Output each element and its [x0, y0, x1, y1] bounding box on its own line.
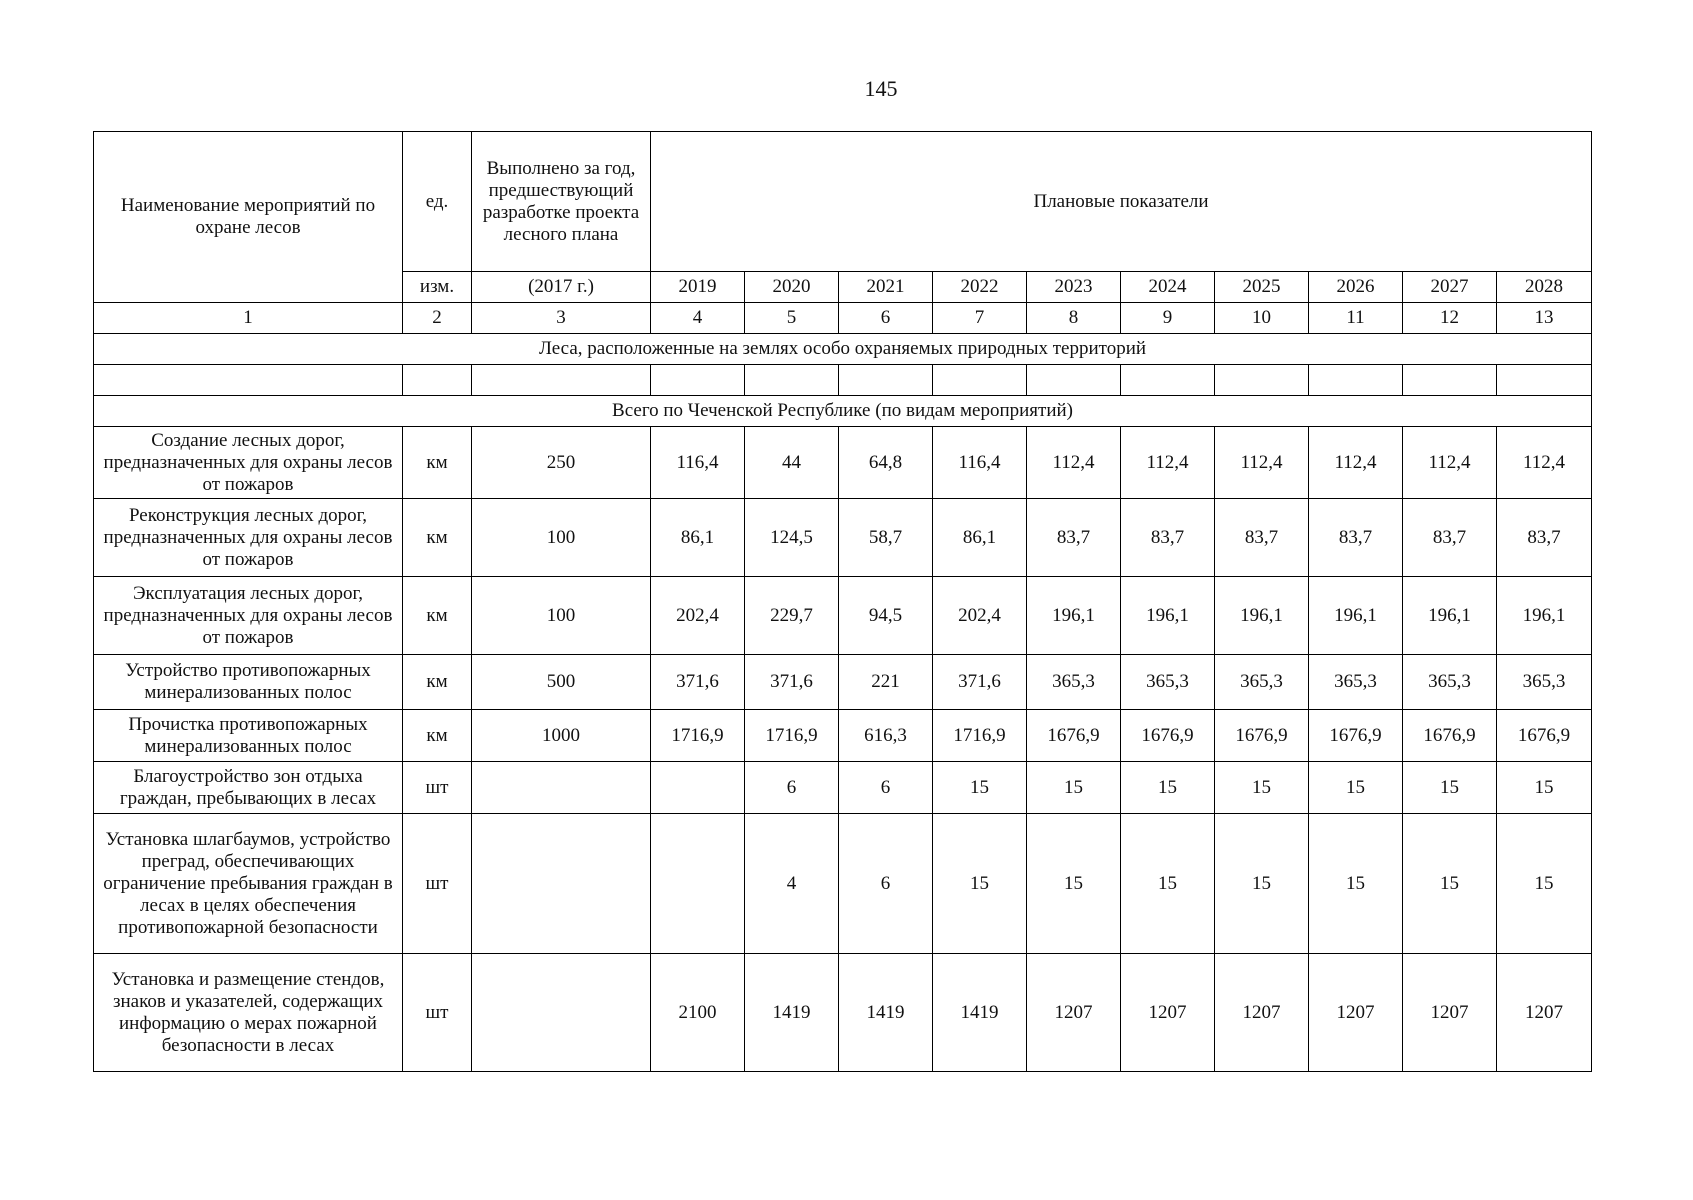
- empty-cell: [1403, 365, 1497, 396]
- value-cell: 124,5: [745, 499, 839, 577]
- value-cell: 44: [745, 427, 839, 499]
- done-cell: 1000: [472, 710, 651, 762]
- value-cell: 15: [1215, 762, 1309, 814]
- activity-name: Установка шлагбаумов, устройство преград, обеспечивающих ограничение пребывания граждан в лесах в целях обеспечения противопожарной безопасности: [94, 814, 403, 954]
- year-cell: 2020: [745, 272, 839, 303]
- value-cell: 1419: [745, 954, 839, 1072]
- header-done-bottom: (2017 г.): [472, 272, 651, 303]
- value-cell: 365,3: [1121, 655, 1215, 710]
- column-number: 4: [651, 303, 745, 334]
- value-cell: 112,4: [1027, 427, 1121, 499]
- value-cell: 1207: [1027, 954, 1121, 1072]
- value-cell: 1207: [1121, 954, 1215, 1072]
- value-cell: 15: [1121, 762, 1215, 814]
- section-protected-territories: Леса, расположенные на землях особо охраняемых природных территорий: [94, 334, 1592, 365]
- page-number: 145: [864, 76, 898, 101]
- table-row: [94, 655, 1592, 710]
- value-cell: 112,4: [1403, 427, 1497, 499]
- value-cell: 371,6: [745, 655, 839, 710]
- value-cell: 116,4: [933, 427, 1027, 499]
- column-number: 3: [472, 303, 651, 334]
- value-cell: 365,3: [1215, 655, 1309, 710]
- value-cell: 196,1: [1497, 577, 1592, 655]
- done-cell: 100: [472, 499, 651, 577]
- header-unit-bottom: изм.: [403, 272, 472, 303]
- value-cell: 112,4: [1215, 427, 1309, 499]
- value-cell: 365,3: [1403, 655, 1497, 710]
- value-cell: 15: [1215, 814, 1309, 954]
- value-cell: 15: [1403, 814, 1497, 954]
- value-cell: 221: [839, 655, 933, 710]
- value-cell: 58,7: [839, 499, 933, 577]
- value-cell: [651, 814, 745, 954]
- empty-cell: [651, 365, 745, 396]
- column-number: 13: [1497, 303, 1592, 334]
- value-cell: 86,1: [651, 499, 745, 577]
- unit-cell: шт: [403, 814, 472, 954]
- column-number: 12: [1403, 303, 1497, 334]
- empty-cell: [1497, 365, 1592, 396]
- done-cell: 500: [472, 655, 651, 710]
- value-cell: 1676,9: [1403, 710, 1497, 762]
- done-cell: 250: [472, 427, 651, 499]
- value-cell: 1207: [1309, 954, 1403, 1072]
- year-cell: 2019: [651, 272, 745, 303]
- value-cell: 15: [1403, 762, 1497, 814]
- done-cell: [472, 814, 651, 954]
- header-plan: Плановые показатели: [651, 132, 1592, 272]
- year-cell: 2028: [1497, 272, 1592, 303]
- value-cell: 365,3: [1309, 655, 1403, 710]
- forest-protection-table: [93, 131, 1592, 1072]
- empty-cell: [1027, 365, 1121, 396]
- value-cell: 15: [1497, 762, 1592, 814]
- column-number: 2: [403, 303, 472, 334]
- unit-cell: шт: [403, 954, 472, 1072]
- value-cell: 15: [1497, 814, 1592, 954]
- done-cell: [472, 954, 651, 1072]
- value-cell: 196,1: [1215, 577, 1309, 655]
- table-row: [94, 577, 1592, 655]
- value-cell: 1676,9: [1497, 710, 1592, 762]
- table-row: [94, 710, 1592, 762]
- value-cell: 83,7: [1309, 499, 1403, 577]
- value-cell: 2100: [651, 954, 745, 1072]
- value-cell: 202,4: [933, 577, 1027, 655]
- value-cell: 1419: [933, 954, 1027, 1072]
- empty-row: [94, 365, 1592, 396]
- table-row: [94, 499, 1592, 577]
- empty-cell: [403, 365, 472, 396]
- empty-cell: [94, 365, 403, 396]
- empty-cell: [745, 365, 839, 396]
- value-cell: 1716,9: [933, 710, 1027, 762]
- value-cell: 371,6: [651, 655, 745, 710]
- done-cell: [472, 762, 651, 814]
- year-cell: 2024: [1121, 272, 1215, 303]
- table-row: [94, 427, 1592, 499]
- value-cell: 83,7: [1027, 499, 1121, 577]
- value-cell: 112,4: [1121, 427, 1215, 499]
- unit-cell: км: [403, 499, 472, 577]
- activity-name: Создание лесных дорог, предназначенных для охраны лесов от пожаров: [94, 427, 403, 499]
- column-number: 6: [839, 303, 933, 334]
- value-cell: 1419: [839, 954, 933, 1072]
- value-cell: 4: [745, 814, 839, 954]
- value-cell: 6: [745, 762, 839, 814]
- value-cell: 15: [933, 762, 1027, 814]
- year-cell: 2026: [1309, 272, 1403, 303]
- header-name: Наименование мероприятий по охране лесов: [94, 132, 403, 303]
- value-cell: 83,7: [1497, 499, 1592, 577]
- empty-cell: [1215, 365, 1309, 396]
- done-cell: 100: [472, 577, 651, 655]
- value-cell: 83,7: [1403, 499, 1497, 577]
- empty-cell: [1121, 365, 1215, 396]
- value-cell: 196,1: [1121, 577, 1215, 655]
- unit-cell: км: [403, 577, 472, 655]
- unit-cell: шт: [403, 762, 472, 814]
- column-number: 10: [1215, 303, 1309, 334]
- value-cell: 116,4: [651, 427, 745, 499]
- year-cell: 2023: [1027, 272, 1121, 303]
- value-cell: 229,7: [745, 577, 839, 655]
- activity-name: Эксплуатация лесных дорог, предназначенных для охраны лесов от пожаров: [94, 577, 403, 655]
- unit-cell: км: [403, 710, 472, 762]
- value-cell: 616,3: [839, 710, 933, 762]
- column-number: 7: [933, 303, 1027, 334]
- column-number: 9: [1121, 303, 1215, 334]
- empty-cell: [839, 365, 933, 396]
- header-unit: ед.: [403, 132, 472, 272]
- table-row: [94, 954, 1592, 1072]
- column-number: 1: [94, 303, 403, 334]
- table-row: [94, 814, 1592, 954]
- empty-cell: [933, 365, 1027, 396]
- value-cell: 15: [1309, 762, 1403, 814]
- value-cell: 1716,9: [745, 710, 839, 762]
- value-cell: 64,8: [839, 427, 933, 499]
- value-cell: 1676,9: [1027, 710, 1121, 762]
- activity-name: Реконструкция лесных дорог, предназначенных для охраны лесов от пожаров: [94, 499, 403, 577]
- unit-cell: км: [403, 655, 472, 710]
- value-cell: 6: [839, 814, 933, 954]
- value-cell: 94,5: [839, 577, 933, 655]
- value-cell: 83,7: [1121, 499, 1215, 577]
- unit-cell: км: [403, 427, 472, 499]
- value-cell: 1207: [1403, 954, 1497, 1072]
- column-number: 8: [1027, 303, 1121, 334]
- year-cell: 2022: [933, 272, 1027, 303]
- value-cell: 365,3: [1027, 655, 1121, 710]
- column-number: 11: [1309, 303, 1403, 334]
- value-cell: 365,3: [1497, 655, 1592, 710]
- activity-name: Устройство противопожарных минерализованных полос: [94, 655, 403, 710]
- value-cell: 15: [1027, 762, 1121, 814]
- column-number: 5: [745, 303, 839, 334]
- value-cell: 112,4: [1309, 427, 1403, 499]
- value-cell: 15: [933, 814, 1027, 954]
- value-cell: 15: [1309, 814, 1403, 954]
- value-cell: 86,1: [933, 499, 1027, 577]
- activity-name: Установка и размещение стендов, знаков и указателей, содержащих информацию о мерах пожарной безопасности в лесах: [94, 954, 403, 1072]
- value-cell: 202,4: [651, 577, 745, 655]
- value-cell: 1207: [1215, 954, 1309, 1072]
- value-cell: 1716,9: [651, 710, 745, 762]
- value-cell: [651, 762, 745, 814]
- value-cell: 6: [839, 762, 933, 814]
- section-total: Всего по Чеченской Республике (по видам мероприятий): [94, 396, 1592, 427]
- year-cell: 2025: [1215, 272, 1309, 303]
- value-cell: 1676,9: [1121, 710, 1215, 762]
- year-cell: 2021: [839, 272, 933, 303]
- value-cell: 112,4: [1497, 427, 1592, 499]
- activity-name: Благоустройство зон отдыха граждан, пребывающих в лесах: [94, 762, 403, 814]
- column-number-row: [94, 303, 1592, 334]
- activity-name: Прочистка противопожарных минерализованных полос: [94, 710, 403, 762]
- value-cell: 1676,9: [1215, 710, 1309, 762]
- value-cell: 371,6: [933, 655, 1027, 710]
- year-cell: 2027: [1403, 272, 1497, 303]
- header-done: Выполнено за год, предшествующий разработке проекта лесного плана: [472, 132, 651, 272]
- value-cell: 1676,9: [1309, 710, 1403, 762]
- value-cell: 196,1: [1309, 577, 1403, 655]
- value-cell: 83,7: [1215, 499, 1309, 577]
- empty-cell: [472, 365, 651, 396]
- empty-cell: [1309, 365, 1403, 396]
- value-cell: 196,1: [1027, 577, 1121, 655]
- value-cell: 1207: [1497, 954, 1592, 1072]
- value-cell: 15: [1027, 814, 1121, 954]
- value-cell: 196,1: [1403, 577, 1497, 655]
- table-row: [94, 762, 1592, 814]
- value-cell: 15: [1121, 814, 1215, 954]
